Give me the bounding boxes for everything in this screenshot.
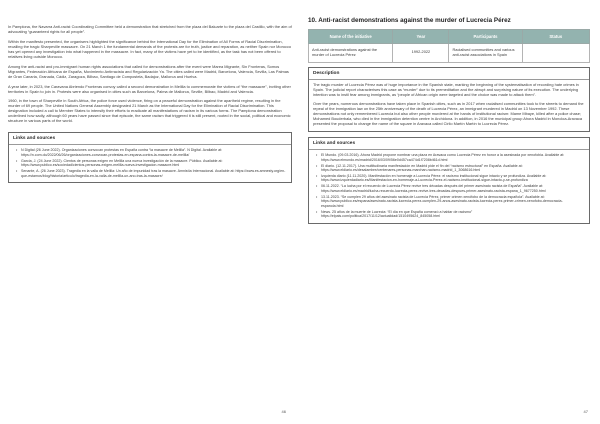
table-header-row bbox=[309, 30, 590, 44]
links-heading: Links and sources bbox=[9, 133, 291, 145]
section-title: 10. Anti-racist demonstrations against the murder of Lucrecia Pérez bbox=[308, 17, 511, 24]
link-item[interactable]: • 13.11.2023. “Se cumplen 29 años del asesinato racista de Lucrecia Pérez, primer crimen xenófobo de la democracia española”. Available at: https://www.publico.es/espana/asesinato-racista-lucrecia-perez-cumplen-29-anos-asesinato-racista-lucrecia-perez-primer-crimen-xenofobo-democracia-espanola.html bbox=[321, 195, 585, 208]
table-header-cell: Status bbox=[522, 30, 589, 44]
table-row bbox=[309, 44, 590, 63]
link-item[interactable]: • N Digital (26 June 2022). Organizaciones convocan protestas en España contra “la masacre de Melilla”. N Digital. Available at: https://n.com.do/2022/06/26/organizaciones-convocan-protestas-en-espana-contra-la-masacre-de-melilla/ bbox=[21, 148, 287, 157]
table-cell bbox=[522, 44, 589, 63]
paragraph: The tragic murder of Lucrecia Pérez was of huge importance in the Spanish state, marking the beginning of the systematisation of recording hate crimes in Spain. The judicial report characterises this case as “murder” due to its premeditation and the abrupt and surprising nature of its execution. The underlying intention was to instil fear among immigrants, as “people of African origin were targeted and the choice was made to attack them”. bbox=[313, 81, 579, 97]
description-heading: Description bbox=[309, 68, 589, 80]
links-list bbox=[13, 148, 287, 178]
page-number: 46 bbox=[281, 409, 286, 414]
description-box bbox=[308, 67, 590, 133]
right-page bbox=[300, 0, 600, 424]
link-item[interactable]: • 06.11.2022. “La lucha por el recuerdo de Lucrecia Pérez revive tres décadas después del primer asesinato racista de España”. Available at: https://www.eldiario.es/madrid/lucha-recuerdo-lucrecia-perez-revive-tres-decadas-despues-primer-asesinato-racista-espana_1_9677250.html bbox=[321, 184, 585, 193]
page-number: 47 bbox=[583, 409, 588, 414]
description-body bbox=[309, 80, 589, 132]
link-item[interactable]: • El diario. (12.11.2017). Una multitudinaria manifestación en Madrid pide el fin del “racismo estructural” en España. Available at: https://www.eldiario.es/desalambre/centenares-personas-marchan-racismo-madrid_1_3068616.html bbox=[321, 164, 585, 173]
links-heading: Links and sources bbox=[309, 138, 589, 150]
links-body bbox=[309, 150, 589, 223]
link-item[interactable]: • Senante, A. (26 June 2023). Tragedia en la valla de Melilla: Un año de impunidad tras la masacre. Amnistía Internacional. Available at: https://www.es.amnesty.org/en-que-estamos/blog/historia/articulo/tragedia-en-la-valla-de-melilla-un-ano-tras-la-masacre/ bbox=[21, 169, 287, 178]
link-item[interactable]: • El Mundo. (09.03.2016). Ahora Madrid propone nombrar una plaza en Aravaca como Lucrecia Pérez en honor a la asesinada por xenofobia. Available at: https://www.elmundo.es/madrid/2016/03/09/56e0d457ca474d1f7208b461d.html bbox=[321, 153, 585, 162]
paragraph: Over the years, numerous demonstrations have taken place in Spanish cities, such as in 2017 when racialised communities took to the streets to demand the repeal of the immigration law on the 25th anniversary of the death of Lucrecia Pérez, an immigrant murdered in Madrid on 13 November 1992. These demonstrations not only remembered Lucrecia but also other people murdered at the hands of institutional racism: Mame Mbaye, killed after a police chase; Mohamed Bouderbala, who died in the immigration detention centre in Archidona. In addition, in 2016 the municipal group Ahora Madrid in Moncloa-Aravaca presented the proposal to change the name of the square in Aravaca called Cirilo Martín Martín to Lucrecia Pérez. bbox=[313, 101, 584, 127]
links-body bbox=[9, 145, 291, 182]
links-list bbox=[313, 153, 585, 218]
paragraph: A year later, in 2023, the Caravana Abriendo Fronteras convoy called a second demonstration in Melilla to commemorate the victims of “the massacre”, inviting other territories in Spain to join in. Protests were also organised in cities such as Barcelona, Palma de Mallorca, Seville, Bilbao, Madrid and Valencia. bbox=[8, 83, 291, 94]
paragraph: Within the manifesto presented, the organisers highlighted the significance behind the International Day for the Elimination of All Forms of Racial Discrimination, recalling the tragic Sharpeville massacre. On 21 March 1 the fundamental demands of the protests are for truth, justice and reparation, as neither Spain nor Morocco has yet opened any investigation into what happened in the massacre. In fact, many of the victims have yet to be identified, as the task has not been offered to relatives living outside Morocco. bbox=[8, 38, 292, 59]
link-item[interactable]: • Izquierda diario (11.11.2020). Manifestación en homenaje a Lucrecia Pérez: el racismo institucional sigue intacto y se profundiza. Available at: https://www.izquierdadiario.es/Manifestacion-en-homenaje-a-Lucrecia-Perez-el-racismo-institucional-sigue-intacto-y-se-profundiza bbox=[321, 174, 585, 183]
table-cell: Anti-racist demonstrations against the murder of Lucrecia Pérez bbox=[309, 44, 393, 63]
paragraph: 1960, in the town of Sharpeville in South Africa, the police force used violence, firing on a peaceful demonstration against the apartheid regime, resulting in the murder of 69 people. The United Nations General Assembly designated 21 March as the International Day for the Elimination of Racial Discrimination. This designation included a call to Member States to intensify their efforts to eradicate all manifestations of racism in its various forms. The Pamplona demonstration underlined how sadly, although 60 years have passed since that episode, the same racism that triggered it is still present, rooted in the social, political and economic structure in various parts of the world. bbox=[8, 98, 291, 124]
table-header-cell: Participants bbox=[449, 30, 522, 44]
table-cell: Racialised communities and various anti-racist associations in Spain bbox=[449, 44, 522, 63]
table-cell: 1992-2022 bbox=[393, 44, 449, 63]
table-header-cell: Year bbox=[393, 30, 449, 44]
paragraph: In Pamplona, the Navarra Anti-racist Coordinating Committee held a demonstration that stretched from the plaza del Baluarte to the plaza del Castillo, with the aim of advocating “guaranteed rights for all people”. bbox=[8, 24, 292, 34]
initiative-table bbox=[308, 29, 590, 63]
paragraph: Among the anti-racist and pro-immigrant human rights associations that called for demonstrations after the event were Marea Migrante, Sin Fronteras, Somos Migrantes, Federación Africana de España, Movimiento Antirracista and Regularización Ya. The cities called were Madrid, Barcelona, Valencia, Sevilla, Las Palmas de Gran Canaria, Granada, Cádiz, Zaragoza, Bilbao, Santiago de Compostela, Badajoz, Mallorca and Huelva. bbox=[8, 63, 289, 79]
table-header-cell: Name of the initiative bbox=[309, 30, 393, 44]
link-item[interactable]: • News. 25 años de la muerte de Lucrecia: “El día en que España comenzó a hablar de racismo” https://elpais.com/politica/2017/11/12/actualidad/1510495624_845058.html bbox=[321, 210, 585, 219]
links-sources-box bbox=[308, 137, 590, 224]
link-item[interactable]: • Garcia, J. (24 June 2022). Cientos de personas exigen en Melilla una nueva investigación de la masacre. Público. Available at: https://www.publico.es/sociedad/cientos-personas-exigen-melilla-nueva-investigacion-masacre.html bbox=[21, 159, 287, 168]
links-sources-box bbox=[8, 132, 292, 183]
